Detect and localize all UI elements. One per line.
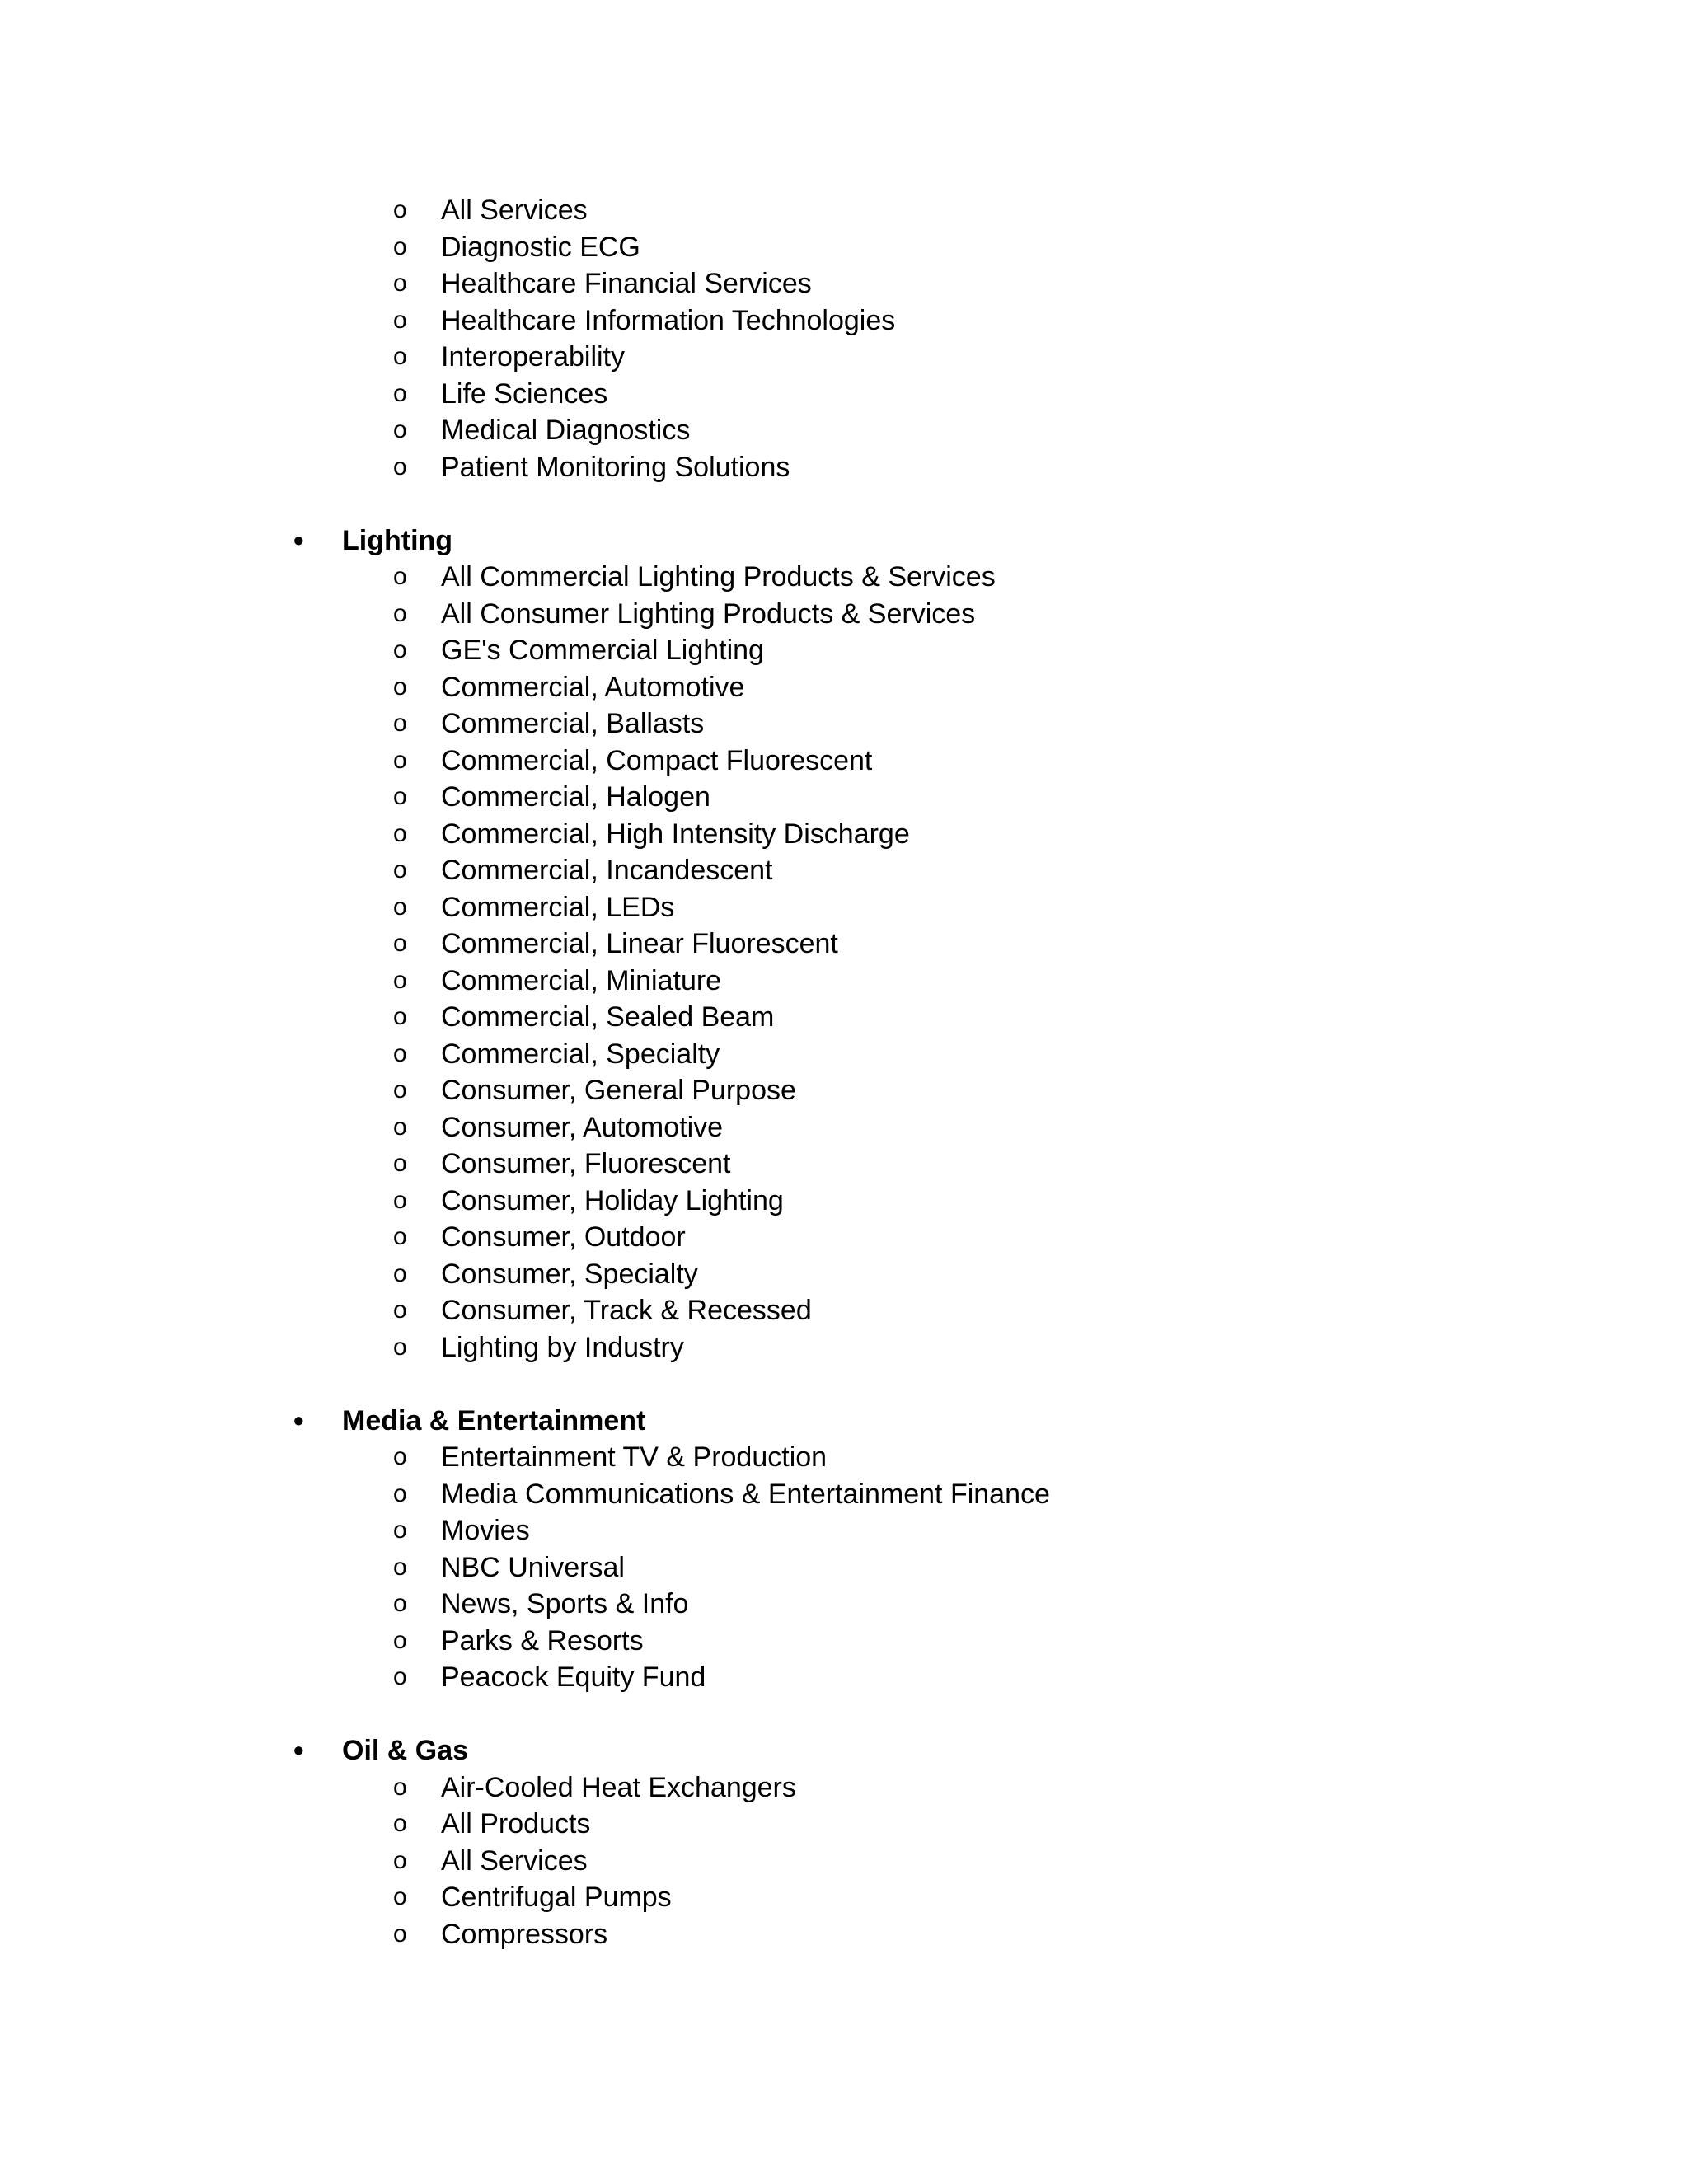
list-item xyxy=(0,1439,1688,1476)
hollow-bullet-icon: o xyxy=(393,930,407,957)
list-item-label: Centrifugal Pumps xyxy=(441,1882,672,1913)
list-item xyxy=(0,559,1688,596)
list-item-label: All Commercial Lighting Products & Services xyxy=(441,561,996,593)
list-item-label: Consumer, Fluorescent xyxy=(441,1148,731,1179)
section-heading xyxy=(0,1732,1688,1769)
list-item xyxy=(0,1476,1688,1513)
list-item-label: Patient Monitoring Solutions xyxy=(441,451,790,483)
hollow-bullet-icon: o xyxy=(393,966,407,994)
hollow-bullet-icon: o xyxy=(393,1516,407,1544)
list-item xyxy=(0,779,1688,816)
hollow-bullet-icon: o xyxy=(393,1590,407,1617)
list-item-label: Healthcare Financial Services xyxy=(441,268,812,299)
section xyxy=(0,1403,1688,1696)
list-item-label: Consumer, Holiday Lighting xyxy=(441,1184,784,1216)
hollow-bullet-icon: o xyxy=(393,1333,407,1361)
section-spacer xyxy=(0,1696,1688,1733)
list-item xyxy=(0,1659,1688,1696)
list-item-label: Commercial, Linear Fluorescent xyxy=(441,928,838,959)
hollow-bullet-icon: o xyxy=(393,1479,407,1507)
list-item-label: NBC Universal xyxy=(441,1551,625,1583)
hollow-bullet-icon: o xyxy=(393,1186,407,1214)
list-item xyxy=(0,265,1688,302)
hollow-bullet-icon: o xyxy=(393,563,407,590)
list-item xyxy=(0,1183,1688,1220)
hollow-bullet-icon: o xyxy=(393,893,407,921)
hollow-bullet-icon: o xyxy=(393,416,407,443)
list-item xyxy=(0,229,1688,266)
section-spacer xyxy=(0,1366,1688,1403)
hollow-bullet-icon: o xyxy=(393,1883,407,1910)
list-item-label: Consumer, Specialty xyxy=(441,1258,698,1290)
list-item xyxy=(0,1109,1688,1146)
hollow-bullet-icon: o xyxy=(393,673,407,701)
list-item-label: Commercial, Miniature xyxy=(441,964,722,996)
hollow-bullet-icon: o xyxy=(393,1259,407,1287)
hollow-bullet-icon: o xyxy=(393,1003,407,1030)
list-item xyxy=(0,743,1688,780)
list-item-label: Consumer, Automotive xyxy=(441,1111,724,1143)
list-item xyxy=(0,412,1688,449)
hollow-bullet-icon: o xyxy=(393,452,407,480)
hollow-bullet-icon: o xyxy=(393,1553,407,1581)
list-item xyxy=(0,632,1688,669)
list-item-label: Entertainment TV & Production xyxy=(441,1441,828,1473)
hollow-bullet-icon: o xyxy=(393,232,407,260)
list-item-label: Interoperability xyxy=(441,341,626,373)
list-item xyxy=(0,816,1688,853)
hollow-bullet-icon: o xyxy=(393,1443,407,1470)
list-item xyxy=(0,705,1688,743)
hollow-bullet-icon: o xyxy=(393,599,407,627)
hollow-bullet-icon: o xyxy=(393,1150,407,1177)
list-item-label: Consumer, Track & Recessed xyxy=(441,1295,812,1326)
list-item-label: All Services xyxy=(441,194,588,226)
list-item xyxy=(0,926,1688,963)
list-item-label: Commercial, Specialty xyxy=(441,1038,720,1070)
list-item-label: Commercial, Sealed Beam xyxy=(441,1001,775,1033)
list-item xyxy=(0,1843,1688,1880)
list-item-label: All Services xyxy=(441,1844,588,1877)
list-item-label: Consumer, Outdoor xyxy=(441,1221,686,1253)
list-item xyxy=(0,302,1688,340)
hollow-bullet-icon: o xyxy=(393,1296,407,1324)
list-item xyxy=(0,1623,1688,1660)
list-item-label: All Consumer Lighting Products & Services xyxy=(441,598,976,630)
hollow-bullet-icon: o xyxy=(393,1626,407,1654)
list-item xyxy=(0,1036,1688,1073)
section-title: Oil & Gas xyxy=(342,1735,469,1766)
list-item xyxy=(0,596,1688,633)
hollow-bullet-icon: o xyxy=(393,343,407,370)
hollow-bullet-icon: o xyxy=(393,196,407,223)
section-spacer xyxy=(0,485,1688,523)
list-item-label: Life Sciences xyxy=(441,377,608,410)
filled-bullet-icon: • xyxy=(293,523,304,557)
list-item-label: Commercial, Incandescent xyxy=(441,855,773,886)
list-item xyxy=(0,1256,1688,1293)
intro-list xyxy=(0,192,1688,485)
hollow-bullet-icon: o xyxy=(393,746,407,774)
hollow-bullet-icon: o xyxy=(393,710,407,737)
list-item xyxy=(0,376,1688,413)
list-item xyxy=(0,449,1688,486)
list-item xyxy=(0,889,1688,926)
list-item xyxy=(0,339,1688,376)
list-item-label: Commercial, Ballasts xyxy=(441,708,705,739)
list-item-label: Air-Cooled Heat Exchangers xyxy=(441,1771,796,1803)
section-heading xyxy=(0,523,1688,560)
list-item xyxy=(0,852,1688,889)
hollow-bullet-icon: o xyxy=(393,819,407,847)
section xyxy=(0,523,1688,1366)
list-item xyxy=(0,1879,1688,1916)
list-item-label: Healthcare Information Technologies xyxy=(441,304,896,336)
list-item-label: Commercial, High Intensity Discharge xyxy=(441,818,910,850)
list-item-label: Medical Diagnostics xyxy=(441,415,691,446)
document-content xyxy=(0,192,1688,1952)
list-item xyxy=(0,1072,1688,1109)
list-item-label: Commercial, Halogen xyxy=(441,781,710,813)
list-item-label: Movies xyxy=(441,1515,530,1546)
list-item-label: Commercial, LEDs xyxy=(441,891,675,923)
list-item-label: Peacock Equity Fund xyxy=(441,1661,706,1693)
list-item-label: Media Communications & Entertainment Finance xyxy=(441,1478,1050,1510)
list-item-label: Parks & Resorts xyxy=(441,1624,644,1657)
hollow-bullet-icon: o xyxy=(393,1223,407,1250)
list-item xyxy=(0,1219,1688,1256)
list-item-label: News, Sports & Info xyxy=(441,1588,689,1619)
hollow-bullet-icon: o xyxy=(393,783,407,810)
hollow-bullet-icon: o xyxy=(393,856,407,883)
list-item xyxy=(0,999,1688,1036)
list-item xyxy=(0,1549,1688,1586)
filled-bullet-icon: • xyxy=(293,1733,304,1767)
hollow-bullet-icon: o xyxy=(393,1810,407,1837)
hollow-bullet-icon: o xyxy=(393,269,407,297)
hollow-bullet-icon: o xyxy=(393,1113,407,1141)
section-heading xyxy=(0,1403,1688,1440)
list-item xyxy=(0,1292,1688,1329)
list-item xyxy=(0,1512,1688,1549)
list-item xyxy=(0,1806,1688,1843)
list-item xyxy=(0,963,1688,1000)
hollow-bullet-icon: o xyxy=(393,306,407,334)
list-item-label: Commercial, Compact Fluorescent xyxy=(441,744,873,776)
list-item-label: Consumer, General Purpose xyxy=(441,1075,796,1106)
hollow-bullet-icon: o xyxy=(393,379,407,407)
hollow-bullet-icon: o xyxy=(393,1846,407,1874)
hollow-bullet-icon: o xyxy=(393,1919,407,1947)
list-item xyxy=(0,1769,1688,1807)
section-title: Media & Entertainment xyxy=(342,1404,646,1436)
list-item-label: Compressors xyxy=(441,1918,608,1950)
hollow-bullet-icon: o xyxy=(393,636,407,663)
hollow-bullet-icon: o xyxy=(393,1773,407,1801)
list-item-label: Commercial, Automotive xyxy=(441,671,745,703)
section xyxy=(0,1732,1688,1952)
section-title: Lighting xyxy=(342,524,453,556)
list-item xyxy=(0,192,1688,229)
list-item-label: All Products xyxy=(441,1808,591,1840)
hollow-bullet-icon: o xyxy=(393,1039,407,1067)
hollow-bullet-icon: o xyxy=(393,1663,407,1690)
list-item-label: Diagnostic ECG xyxy=(441,231,640,263)
list-item-label: GE's Commercial Lighting xyxy=(441,635,764,666)
list-item-label: Lighting by Industry xyxy=(441,1331,684,1363)
list-item xyxy=(0,669,1688,706)
list-item xyxy=(0,1146,1688,1183)
filled-bullet-icon: • xyxy=(293,1403,304,1437)
list-item xyxy=(0,1329,1688,1366)
hollow-bullet-icon: o xyxy=(393,1076,407,1104)
list-item xyxy=(0,1586,1688,1623)
list-item xyxy=(0,1916,1688,1953)
